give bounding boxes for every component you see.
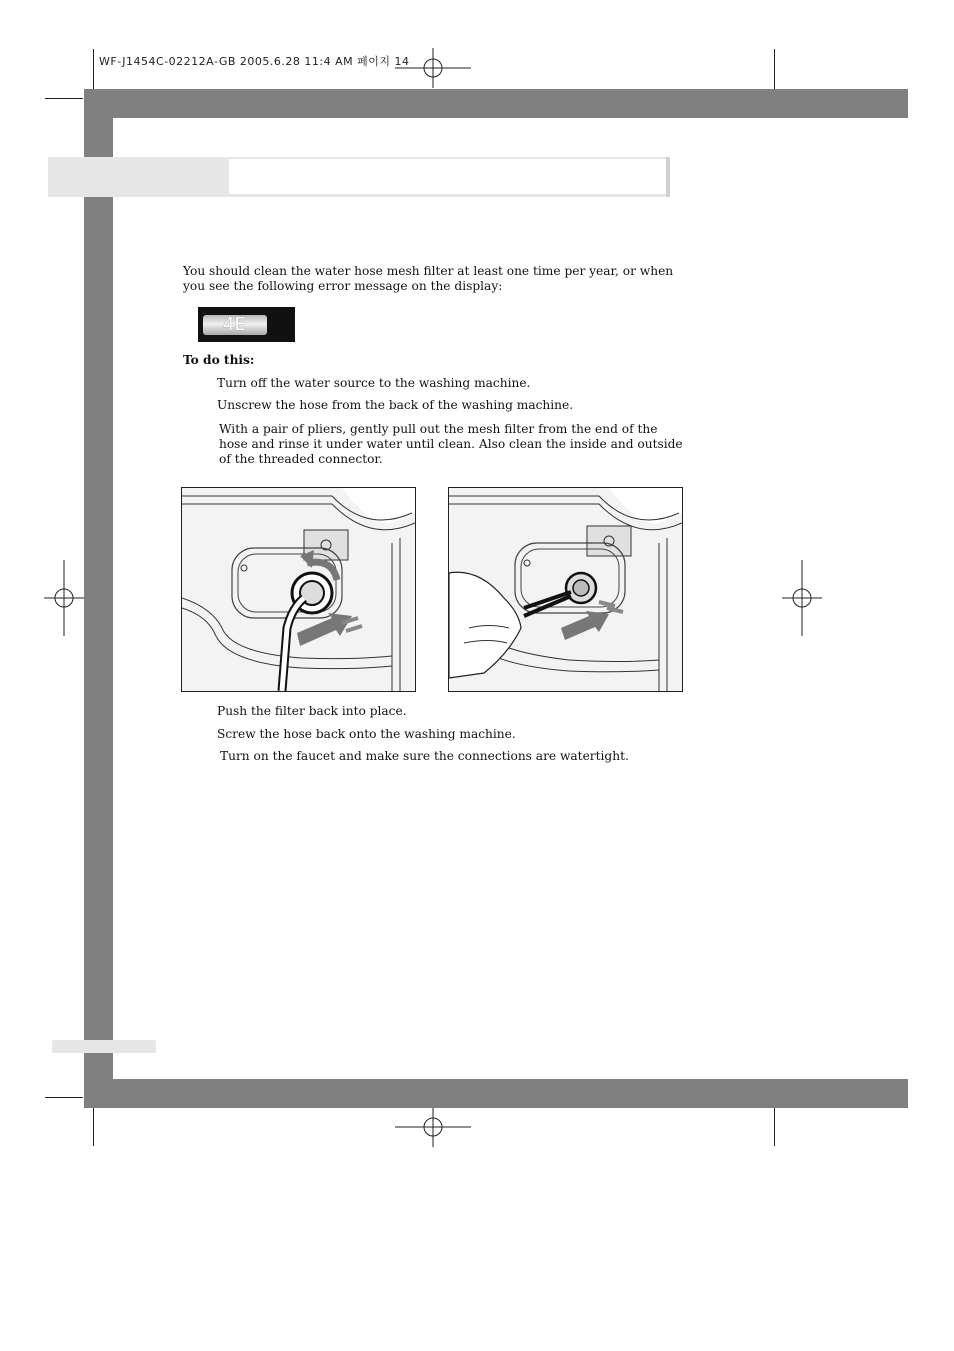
error-display: [198, 307, 295, 342]
section-title-edge: [666, 157, 670, 197]
pliers-filter-illustration: [448, 487, 683, 692]
print-header: WF-J1454C-02212A-GB 2005.6.28 11:4 AM 페이지 14: [99, 55, 410, 68]
intro-paragraph: You should clean the water hose mesh filter at least one time per year, or when you see the following error message on the display:: [183, 264, 674, 293]
unscrew-hose-illustration: [181, 487, 416, 692]
frame-bottom-bar: [84, 1079, 908, 1108]
frame-left-bar: [84, 89, 113, 1108]
registration-mark-bottom: [393, 1107, 473, 1147]
step-3: With a pair of pliers, gently pull out the mesh filter from the end of the hose and rinse it under water until clean. Also clean the inside and outside of the threaded connector.: [219, 422, 683, 466]
step-5: Screw the hose back onto the washing machine.: [217, 727, 516, 741]
procedure-heading: To do this:: [183, 353, 255, 367]
step-2: Unscrew the hose from the back of the washing machine.: [217, 398, 574, 412]
error-code: 4E: [203, 315, 267, 335]
section-title-field: [229, 159, 666, 194]
step-1: Turn off the water source to the washing machine.: [217, 376, 531, 390]
frame-top-bar: [84, 89, 908, 118]
page-number-tab: [52, 1040, 156, 1053]
step-6: Turn on the faucet and make sure the connections are watertight.: [220, 749, 629, 763]
step-4: Push the filter back into place.: [217, 704, 407, 718]
registration-mark-right: [782, 558, 822, 638]
registration-mark-left: [44, 558, 84, 638]
registration-mark-top: [393, 48, 473, 88]
